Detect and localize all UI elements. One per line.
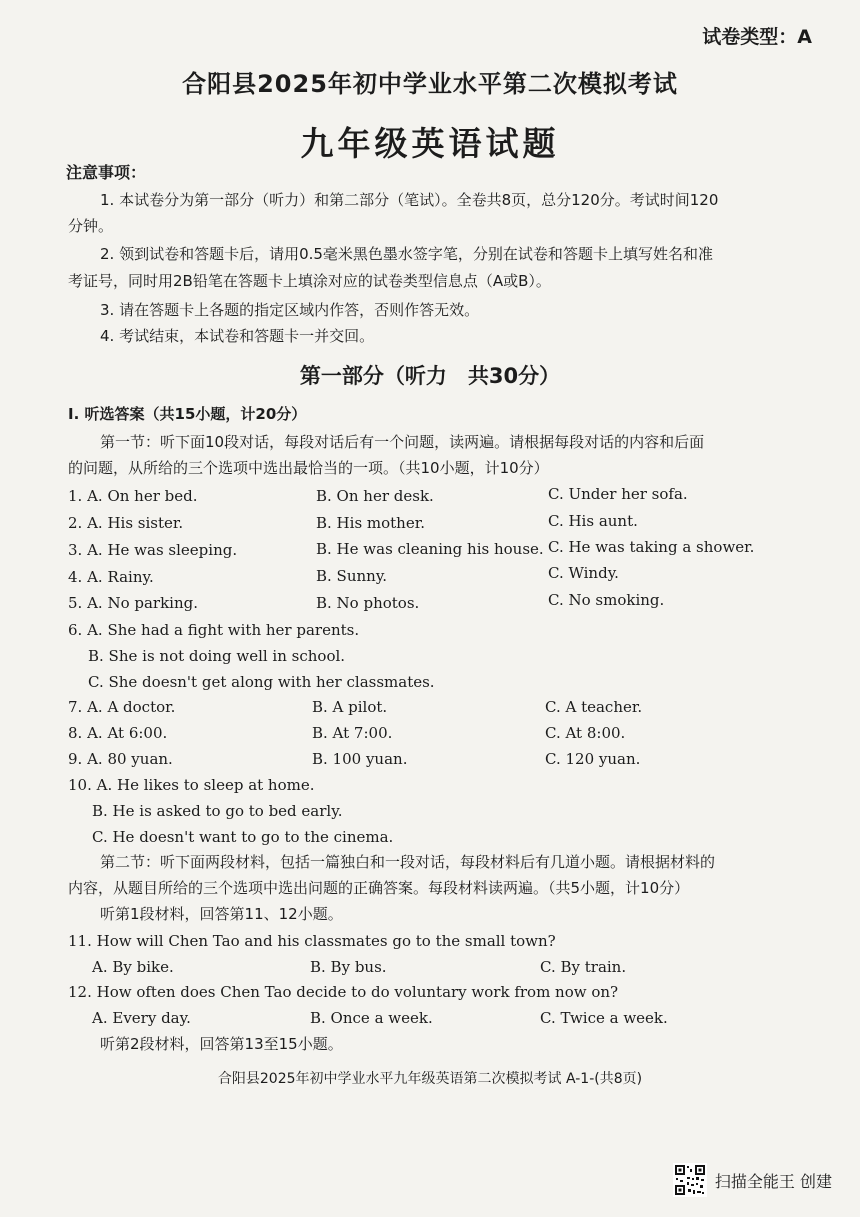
q11-stem: 11. How will Chen Tao and his classmates go to the small town? bbox=[68, 932, 556, 950]
q2-option-b: B. His mother. bbox=[316, 514, 426, 532]
part-one-title: 第一部分（听力 共30分） bbox=[299, 364, 561, 388]
q9-option-b: B. 100 yuan. bbox=[312, 750, 408, 768]
q2-option-a: 2. A. His sister. bbox=[68, 514, 184, 532]
q8-option-b: B. At 7:00. bbox=[312, 724, 393, 742]
q3-option-b: B. He was cleaning his house. bbox=[316, 540, 544, 558]
q10-option-b: B. He is asked to go to bed early. bbox=[92, 802, 343, 820]
exam-subtitle: 九年级英语试题 bbox=[300, 124, 560, 163]
q1-option-a: 1. A. On her bed. bbox=[68, 487, 198, 505]
q3-option-c: C. He was taking a shower. bbox=[548, 538, 755, 556]
q9-option-a: 9. A. 80 yuan. bbox=[68, 750, 173, 768]
q4-option-c: C. Windy. bbox=[548, 564, 619, 582]
notice-line: 2. 领到试卷和答题卡后，请用0.5毫米黑色墨水签字笔，分别在试卷和答题卡上填写姓名和准 bbox=[100, 245, 713, 263]
notice-line: 3. 请在答题卡上各题的指定区域内作答，否则作答无效。 bbox=[100, 301, 480, 319]
notice-line: 4. 考试结束，本试卷和答题卡一并交回。 bbox=[100, 327, 375, 345]
q11-option-b: B. By bus. bbox=[310, 958, 387, 976]
notice-line: 1. 本试卷分为第一部分（听力）和第二部分（笔试）。全卷共8页，总分120分。考试时间120 bbox=[100, 191, 719, 209]
watermark-text: 扫描全能王 创建 bbox=[714, 1171, 832, 1191]
q7-option-c: C. A teacher. bbox=[545, 698, 643, 716]
q11-option-c: C. By train. bbox=[540, 958, 627, 976]
q7-option-b: B. A pilot. bbox=[312, 698, 388, 716]
section-intro: 的问题，从所给的三个选项中选出最恰当的一项。（共10小题，计10分） bbox=[68, 459, 549, 477]
q6-option-b: B. She is not doing well in school. bbox=[88, 647, 346, 665]
q12-option-c: C. Twice a week. bbox=[540, 1009, 668, 1027]
q4-option-a: 4. A. Rainy. bbox=[68, 568, 154, 586]
q4-option-b: B. Sunny. bbox=[316, 567, 388, 585]
paper-type-label: 试卷类型：A bbox=[702, 26, 812, 48]
notice-heading: 注意事项： bbox=[66, 163, 147, 182]
section-intro: 第一节：听下面10段对话，每段对话后有一个问题，读两遍。请根据每段对话的内容和后面 bbox=[100, 433, 705, 451]
q1-option-c: C. Under her sofa. bbox=[548, 485, 688, 503]
q5-option-b: B. No photos. bbox=[316, 594, 420, 612]
q1-option-b: B. On her desk. bbox=[316, 487, 434, 505]
section2-intro: 内容，从题目所给的三个选项中选出问题的正确答案。每段材料读两遍。（共5小题，计10分） bbox=[68, 879, 690, 897]
q3-option-a: 3. A. He was sleeping. bbox=[68, 541, 238, 559]
section-heading: Ⅰ. 听选答案（共15小题，计20分） bbox=[68, 405, 307, 423]
q5-option-c: C. No smoking. bbox=[548, 591, 665, 609]
q10-option-c: C. He doesn't want to go to the cinema. bbox=[92, 828, 394, 846]
material-1-instruction: 听第1段材料，回答第11、12小题。 bbox=[100, 905, 343, 923]
notice-line: 分钟。 bbox=[68, 217, 114, 235]
q7-option-a: 7. A. A doctor. bbox=[68, 698, 176, 716]
q6-option-a: 6. A. She had a fight with her parents. bbox=[68, 621, 360, 639]
q2-option-c: C. His aunt. bbox=[548, 512, 638, 530]
q12-option-b: B. Once a week. bbox=[310, 1009, 433, 1027]
q8-option-c: C. At 8:00. bbox=[545, 724, 626, 742]
q12-stem: 12. How often does Chen Tao decide to do voluntary work from now on? bbox=[68, 983, 619, 1001]
q11-option-a: A. By bike. bbox=[92, 958, 174, 976]
page-footer: 合阳县2025年初中学业水平九年级英语第二次模拟考试 A-1-(共8页) bbox=[217, 1071, 643, 1087]
q10-option-a: 10. A. He likes to sleep at home. bbox=[68, 776, 315, 794]
q9-option-c: C. 120 yuan. bbox=[545, 750, 641, 768]
q6-option-c: C. She doesn't get along with her classmates. bbox=[88, 673, 435, 691]
section2-intro: 第二节：听下面两段材料，包括一篇独白和一段对话，每段材料后有几道小题。请根据材料的 bbox=[100, 853, 716, 871]
q12-option-a: A. Every day. bbox=[92, 1009, 191, 1027]
notice-line: 考证号，同时用2B铅笔在答题卡上填涂对应的试卷类型信息点（A或B）。 bbox=[68, 272, 551, 290]
q5-option-a: 5. A. No parking. bbox=[68, 594, 199, 612]
material-2-instruction: 听第2段材料，回答第13至15小题。 bbox=[100, 1035, 343, 1053]
scanner-watermark bbox=[673, 1163, 832, 1197]
q8-option-a: 8. A. At 6:00. bbox=[68, 724, 168, 742]
qr-code-icon bbox=[673, 1163, 707, 1197]
exam-title: 合阳县2025年初中学业水平第二次模拟考试 bbox=[182, 70, 678, 98]
